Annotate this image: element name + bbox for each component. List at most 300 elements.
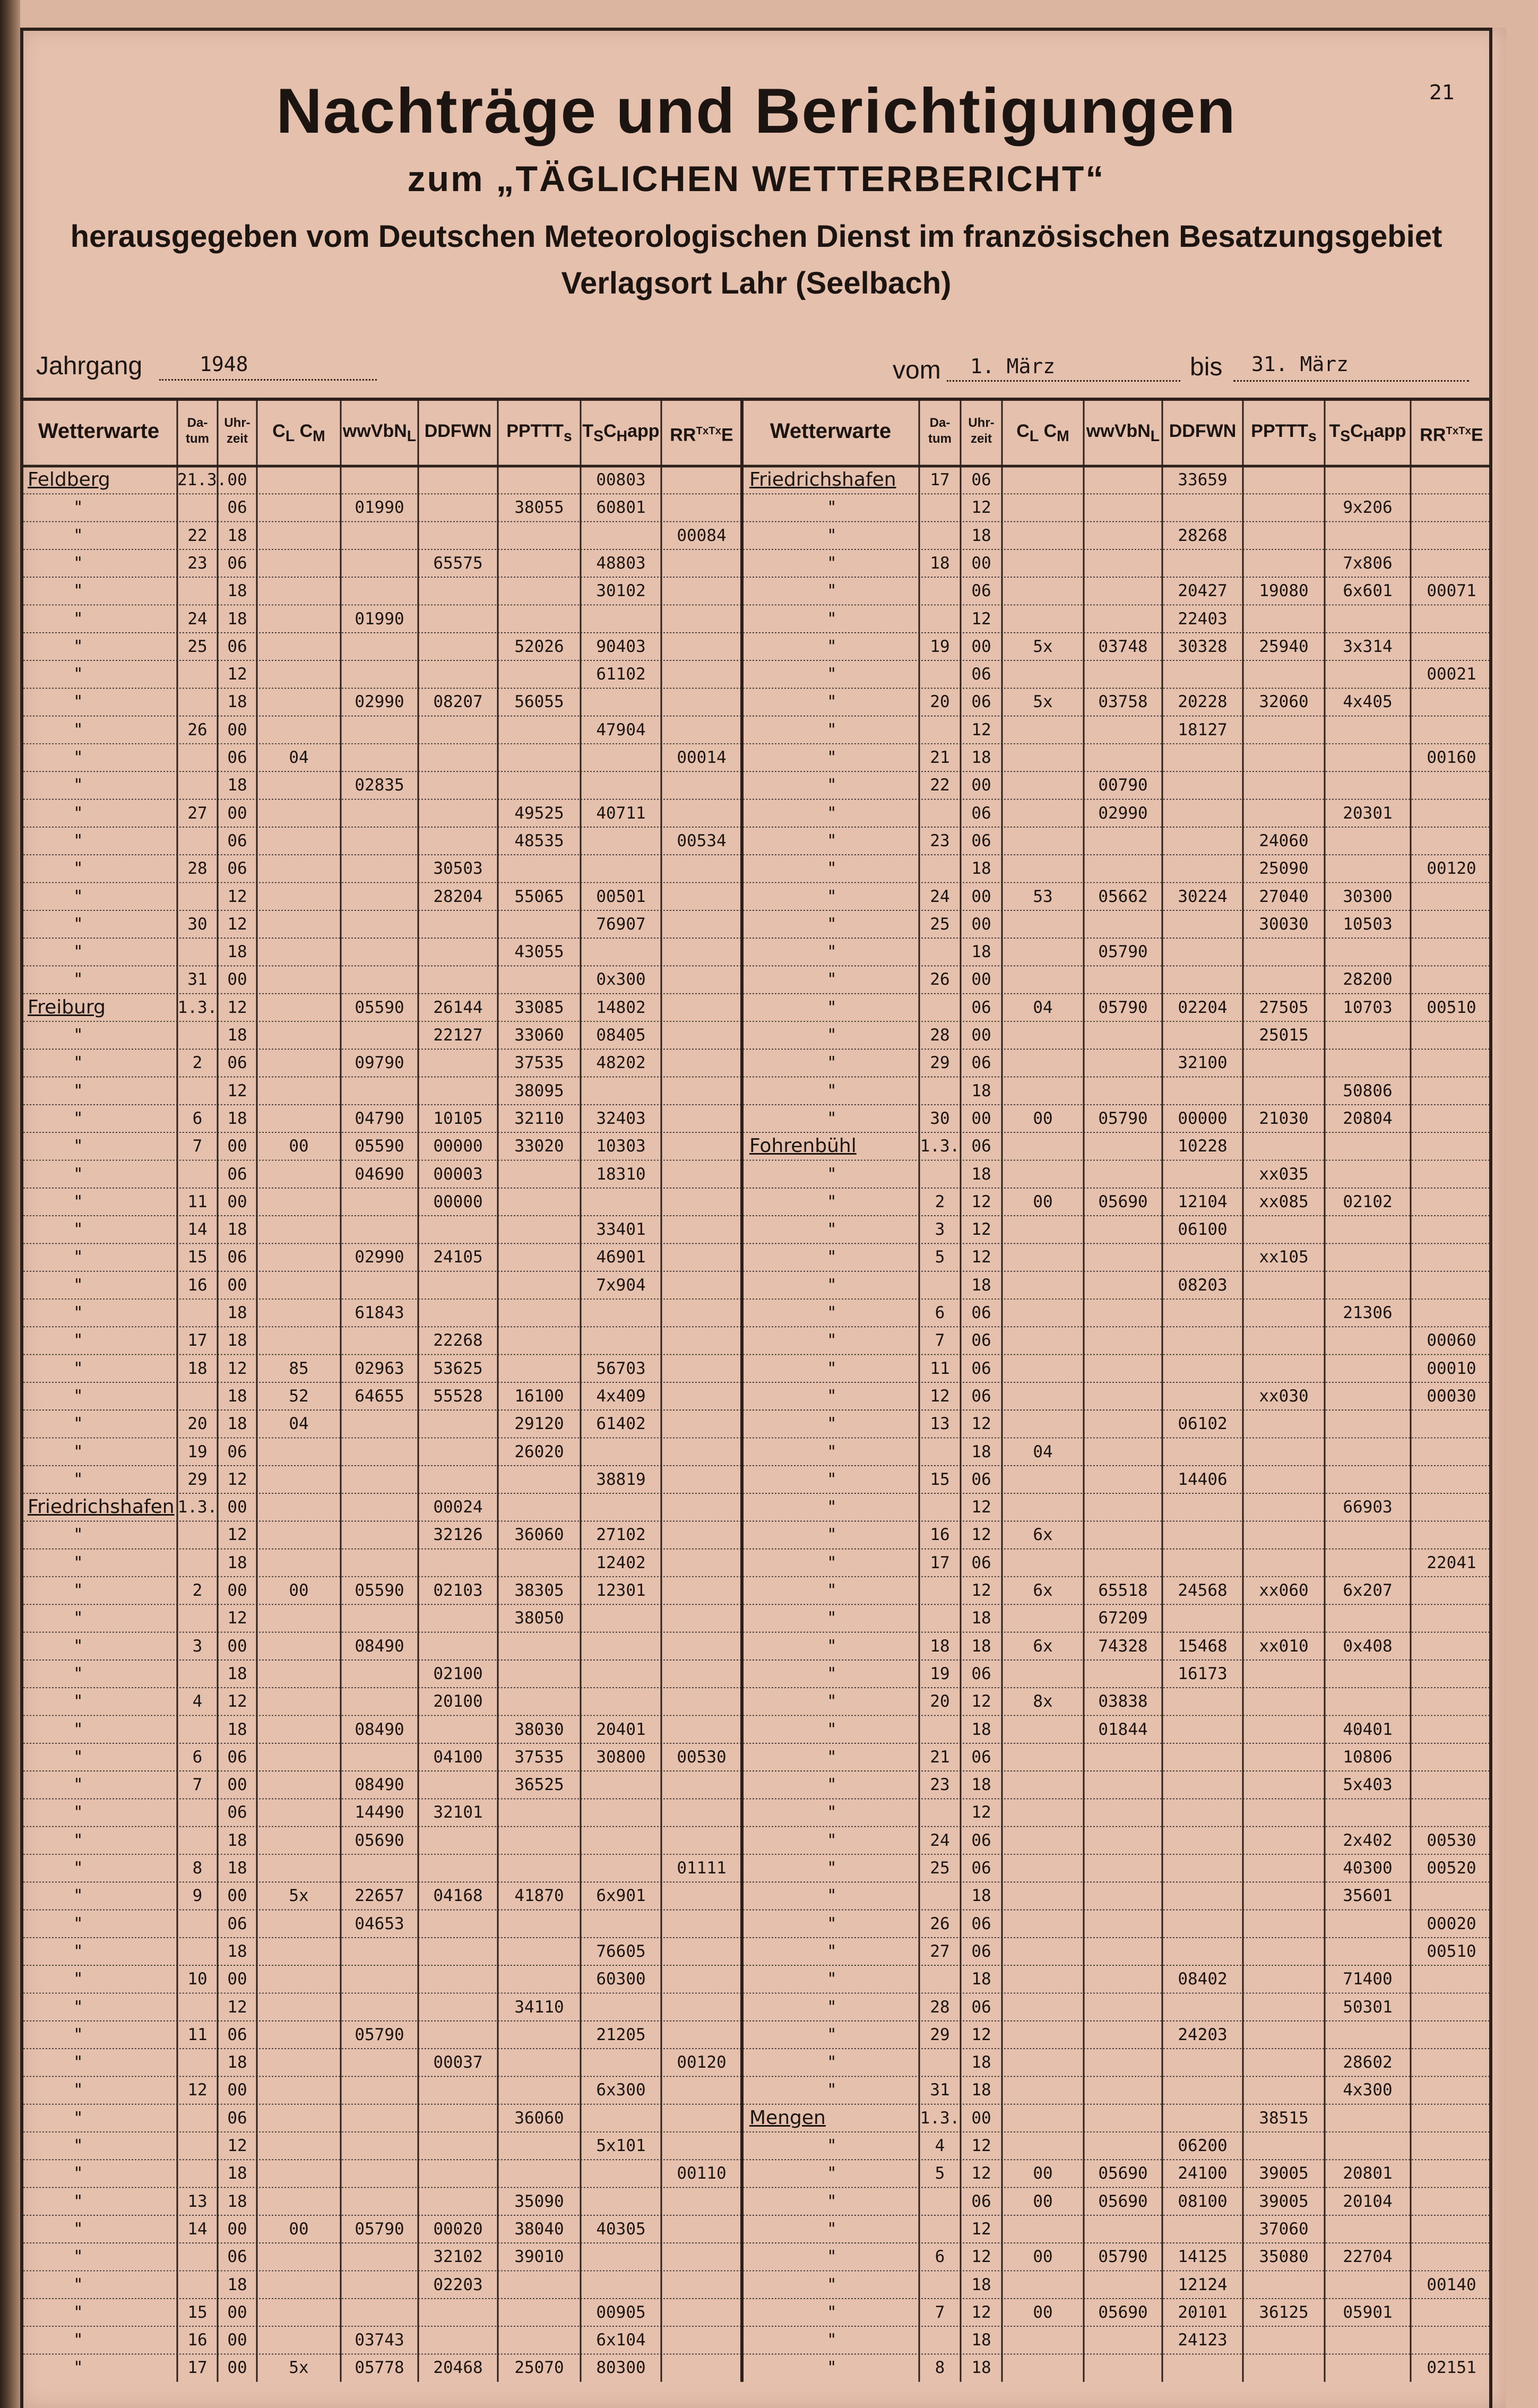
code-cell: 00510 [1427,1941,1476,1961]
code-cell: 10703 [1343,997,1393,1017]
ditto-mark: " [827,1248,837,1267]
code-cell: 38305 [514,1581,564,1600]
code-cell: 00020 [1427,1914,1476,1933]
ditto-mark: " [73,2080,83,2100]
code-cell: 4x409 [596,1386,646,1406]
code-cell: 67209 [1098,1609,1148,1628]
time-cell: 12 [971,1525,991,1545]
ditto-mark: " [73,1581,83,1600]
code-cell: 7x806 [1343,553,1393,573]
code-cell: 30503 [433,859,483,879]
code-cell: 00000 [433,1192,483,1211]
date-cell: 14 [187,1220,208,1240]
code-cell: 61402 [596,1414,646,1434]
time-cell: 18 [971,748,991,767]
code-cell: 25940 [1259,637,1309,656]
time-cell: 18 [971,1164,991,1184]
ditto-mark: " [827,1469,837,1489]
code-cell: 00071 [1427,581,1476,601]
ditto-mark: " [827,2302,837,2322]
code-cell: 02963 [355,1358,404,1378]
date-cell: 16 [187,1275,208,1295]
time-cell: 18 [227,1941,247,1961]
code-cell: 02103 [433,1581,483,1600]
time-cell: 06 [227,2025,247,2044]
time-cell: 12 [227,1997,247,2017]
code-cell: 05790 [355,2025,404,2044]
time-cell: 06 [971,665,991,684]
time-cell: 18 [971,1719,991,1739]
code-cell: 08490 [355,1775,404,1795]
jahrgang-value: 1948 [200,352,248,376]
date-cell: 25 [930,914,950,934]
code-cell: 10105 [433,1108,483,1128]
ditto-mark: " [73,1053,83,1073]
ditto-mark: " [827,1941,837,1961]
code-cell: 33401 [596,1220,646,1240]
code-cell: 10303 [596,1137,646,1156]
code-cell: 00520 [1427,1859,1476,1878]
col-ppttts-header: $PPTTT_s$ [506,421,572,445]
ditto-mark: " [827,2219,837,2239]
code-cell: 6x104 [596,2330,646,2350]
date-cell: 12 [187,2080,208,2100]
code-cell: 22403 [1178,609,1228,629]
code-cell: 05901 [1343,2302,1393,2322]
date-cell: 1.3. [920,2108,960,2128]
code-cell: 05662 [1098,887,1148,906]
time-cell: 18 [227,1859,247,1878]
ditto-mark: " [73,2164,83,2183]
time-cell: 06 [971,1303,991,1322]
time-cell: 06 [971,1747,991,1767]
col-wwvbnl-header: wwVbN$_L$ [1086,421,1160,445]
time-cell: 00 [227,2330,247,2350]
time-cell: 00 [971,1108,991,1128]
code-cell: 00 [289,1137,309,1156]
station-name: Freiburg [28,996,106,1018]
time-cell: 06 [227,637,247,656]
code-cell: 10503 [1343,914,1393,934]
ditto-mark: " [827,609,837,629]
time-cell: 12 [971,2247,991,2267]
ditto-mark: " [827,803,837,823]
code-cell: 71400 [1343,1970,1393,1989]
ditto-mark: " [73,720,83,739]
code-cell: 0x300 [596,970,646,990]
code-cell: 53 [1033,887,1053,906]
time-cell: 06 [227,498,247,518]
date-cell: 24 [930,887,950,906]
code-cell: 04168 [433,1886,483,1906]
code-cell: 01111 [677,1859,727,1878]
time-cell: 00 [971,1026,991,1045]
code-cell: 5x [289,2358,309,2378]
ditto-mark: " [827,2191,837,2211]
ditto-mark: " [827,1775,837,1795]
code-cell: 37535 [514,1747,564,1767]
code-cell: 00000 [433,1137,483,1156]
ditto-mark: " [73,1719,83,1739]
code-cell: 60801 [596,498,646,518]
code-cell: 09790 [355,1053,404,1073]
code-cell: 40401 [1343,1719,1393,1739]
time-cell: 00 [971,776,991,795]
col-wwvbnl-header: wwVbN$_L$ [342,421,417,445]
time-cell: 18 [227,526,247,545]
time-cell: 12 [227,665,247,684]
time-cell: 18 [227,776,247,795]
ditto-mark: " [73,609,83,629]
code-cell: 50301 [1343,1997,1393,2017]
code-cell: 20100 [433,1692,483,1712]
time-cell: 00 [971,887,991,906]
code-cell: 02990 [355,1248,404,1267]
date-cell: 8 [192,1859,203,1878]
station-name: Fohrenbühl [749,1135,857,1157]
col-datum-header: Da- tum [928,416,952,446]
ditto-mark: " [827,1331,837,1351]
code-cell: 38050 [514,1609,564,1628]
code-cell: 05590 [355,997,404,1017]
ditto-mark: " [73,2108,83,2128]
ditto-mark: " [827,1997,837,2017]
time-cell: 18 [227,1303,247,1322]
time-cell: 18 [971,1886,991,1906]
ditto-mark: " [827,1026,837,1045]
date-cell: 28 [930,1026,950,1045]
code-cell: 00530 [677,1747,727,1767]
ditto-mark: " [827,1692,837,1712]
time-cell: 18 [227,942,247,962]
code-cell: 00 [1033,2247,1053,2267]
ditto-mark: " [73,748,83,767]
ditto-mark: " [73,776,83,795]
time-cell: 00 [971,970,991,990]
code-cell: 06102 [1178,1414,1228,1434]
date-cell: 29 [930,2025,950,2044]
code-cell: 7x904 [596,1275,646,1295]
code-cell: 04653 [355,1914,404,1933]
code-cell: 00010 [1427,1358,1476,1378]
code-cell: 85 [289,1358,309,1378]
code-cell: 2x402 [1343,1830,1393,1850]
ditto-mark: " [827,1553,837,1572]
ditto-mark: " [827,970,837,990]
time-cell: 12 [227,1469,247,1489]
date-cell: 5 [935,2164,945,2183]
ditto-mark: " [827,997,837,1017]
date-cell: 3 [935,1220,945,1240]
code-cell: 43055 [514,942,564,962]
code-cell: 19080 [1259,581,1309,601]
code-cell: 20301 [1343,803,1393,823]
date-cell: 11 [187,2025,208,2044]
time-cell: 06 [971,1553,991,1572]
time-cell: 18 [227,2275,247,2294]
ditto-mark: " [827,1970,837,1989]
ditto-mark: " [827,1303,837,1322]
date-cell: 17 [930,1553,950,1572]
code-cell: xx030 [1259,1386,1309,1406]
ditto-mark: " [827,1886,837,1906]
code-cell: 22127 [433,1026,483,1045]
code-cell: 8x [1033,1692,1053,1712]
time-cell: 12 [971,1414,991,1434]
ditto-mark: " [827,1442,837,1461]
col-rr-header: $RR^{TxTx}E$ [670,425,733,445]
publication-place: Verlagsort Lahr (Seelbach) [561,266,952,300]
time-cell: 06 [971,692,991,712]
code-cell: 05790 [1098,997,1148,1017]
date-cell: 10 [187,1970,208,1989]
date-cell: 20 [187,1414,208,1434]
code-cell: 08100 [1178,2191,1228,2211]
time-cell: 12 [227,997,247,1017]
code-cell: 14406 [1178,1469,1228,1489]
bis-label: bis [1190,353,1223,381]
date-cell: 18 [930,1636,950,1656]
code-cell: 37060 [1259,2219,1309,2239]
ditto-mark: " [827,665,837,684]
date-cell: 15 [930,1469,950,1489]
time-cell: 18 [971,1442,991,1461]
time-cell: 06 [227,2247,247,2267]
ditto-mark: " [827,859,837,879]
date-cell: 18 [930,553,950,573]
code-cell: 90403 [596,637,646,656]
ditto-mark: " [73,2302,83,2322]
time-cell: 00 [227,1498,247,1517]
date-cell: 9 [192,1886,203,1906]
code-cell: 04 [289,1414,309,1434]
col-datum-header: Da- tum [186,416,209,446]
ditto-mark: " [73,2025,83,2044]
code-cell: 30102 [596,581,646,601]
code-cell: 05690 [1098,2164,1148,2183]
time-cell: 18 [227,692,247,712]
ditto-mark: " [827,1108,837,1128]
ditto-mark: " [827,1358,837,1378]
code-cell: 38095 [514,1081,564,1100]
code-cell: 4x300 [1343,2080,1393,2100]
ditto-mark: " [827,1275,837,1295]
code-cell: 22041 [1427,1553,1476,1572]
code-cell: 61102 [596,665,646,684]
ditto-mark: " [73,2136,83,2155]
time-cell: 00 [227,2302,247,2322]
time-cell: 00 [227,2358,247,2378]
ditto-mark: " [827,553,837,573]
code-cell: 52026 [514,637,564,656]
code-cell: 24105 [433,1248,483,1267]
ditto-mark: " [827,1719,837,1739]
code-cell: 04 [289,748,309,767]
ditto-mark: " [73,1803,83,1822]
ditto-mark: " [73,1664,83,1683]
book-spine [0,0,20,2408]
time-cell: 18 [227,1386,247,1406]
ditto-mark: " [73,1137,83,1156]
code-cell: 20228 [1178,692,1228,712]
time-cell: 06 [971,803,991,823]
time-cell: 06 [227,859,247,879]
ditto-mark: " [827,692,837,712]
code-cell: 32060 [1259,692,1309,712]
ditto-mark: " [73,526,83,545]
time-cell: 06 [971,1914,991,1933]
code-cell: 32126 [433,1525,483,1545]
code-cell: 28602 [1343,2053,1393,2072]
code-cell: 47904 [596,720,646,739]
code-cell: 04790 [355,1108,404,1128]
time-cell: 06 [971,1358,991,1378]
code-cell: 01990 [355,609,404,629]
time-cell: 18 [971,2358,991,2378]
ditto-mark: " [827,1164,837,1184]
ditto-mark: " [73,803,83,823]
code-cell: 24568 [1178,1581,1228,1600]
time-cell: 06 [971,1941,991,1961]
time-cell: 18 [971,526,991,545]
date-cell: 17 [187,1331,208,1351]
ditto-mark: " [73,1081,83,1100]
time-cell: 06 [971,831,991,850]
time-cell: 12 [971,1192,991,1211]
date-cell: 13 [930,1414,950,1434]
time-cell: 18 [227,2164,247,2183]
ditto-mark: " [73,2191,83,2211]
time-cell: 00 [227,720,247,739]
code-cell: 00 [289,1581,309,1600]
time-cell: 06 [971,581,991,601]
ditto-mark: " [827,1220,837,1240]
date-cell: 30 [930,1108,950,1128]
publisher-line: herausgegeben vom Deutschen Meteorologischen Dienst im französischen Besatzungsgebiet [70,219,1442,254]
time-cell: 18 [971,2080,991,2100]
date-cell: 19 [930,637,950,656]
time-cell: 12 [227,1358,247,1378]
time-cell: 00 [227,2080,247,2100]
code-cell: 6x300 [596,2080,646,2100]
date-cell: 22 [187,526,208,545]
time-cell: 18 [971,1081,991,1100]
ditto-mark: " [827,887,837,906]
time-cell: 18 [227,2053,247,2072]
code-cell: 05690 [1098,1192,1148,1211]
time-cell: 18 [971,1970,991,1989]
code-cell: 20101 [1178,2302,1228,2322]
code-cell: 14802 [596,997,646,1017]
code-cell: 00000 [1178,1108,1228,1128]
ditto-mark: " [73,1026,83,1045]
code-cell: 25015 [1259,1026,1309,1045]
date-cell: 25 [930,1859,950,1878]
ditto-mark: " [827,1581,837,1600]
ditto-mark: " [73,1275,83,1295]
time-cell: 18 [227,609,247,629]
date-cell: 28 [930,1997,950,2017]
date-cell: 22 [930,776,950,795]
ditto-mark: " [827,1914,837,1933]
col-station-header: Wetterwarte [38,419,160,443]
code-cell: 22268 [433,1331,483,1351]
code-cell: 20468 [433,2358,483,2378]
code-cell: 00120 [1427,859,1476,879]
code-cell: 64655 [355,1386,404,1406]
date-cell: 3 [192,1636,203,1656]
page-subtitle: zum „TÄGLICHEN WETTERBERICHT“ [407,159,1105,199]
col-ddfwn-header: DDFWN [424,421,492,441]
code-cell: xx060 [1259,1581,1309,1600]
code-cell: 00 [289,2219,309,2239]
code-cell: 08207 [433,692,483,712]
col-tschapp-header: $T_SC_Happ$ [582,421,660,445]
code-cell: 02100 [433,1664,483,1683]
col-clcm-header: $C_L$ $C_M$ [1016,421,1069,445]
jahrgang-label: Jahrgang [36,352,143,380]
time-cell: 12 [971,720,991,739]
date-cell: 6 [192,1108,203,1128]
code-cell: 5x403 [1343,1775,1393,1795]
time-cell: 12 [227,1609,247,1628]
ditto-mark: " [827,942,837,962]
date-cell: 7 [192,1137,203,1156]
date-cell: 15 [187,1248,208,1267]
time-cell: 12 [971,1220,991,1240]
code-cell: 00037 [433,2053,483,2072]
code-cell: 14125 [1178,2247,1228,2267]
code-cell: 6x [1033,1581,1053,1600]
ditto-mark: " [73,1692,83,1712]
code-cell: 38819 [596,1469,646,1489]
time-cell: 00 [971,914,991,934]
time-cell: 18 [971,1636,991,1656]
time-cell: 06 [971,470,991,489]
ditto-mark: " [827,1053,837,1073]
time-cell: 06 [227,1164,247,1184]
code-cell: 41870 [514,1886,564,1906]
date-cell: 26 [187,720,208,739]
ditto-mark: " [827,2330,837,2350]
time-cell: 00 [227,1581,247,1600]
ditto-mark: " [73,1220,83,1240]
ditto-mark: " [73,1386,83,1406]
ditto-mark: " [827,1859,837,1878]
code-cell: 38040 [514,2219,564,2239]
ditto-mark: " [73,1303,83,1322]
code-cell: 00905 [596,2302,646,2322]
code-cell: 02990 [1098,803,1148,823]
date-cell: 14 [187,2219,208,2239]
date-cell: 31 [930,2080,950,2100]
code-cell: 05690 [1098,2302,1148,2322]
code-cell: 02204 [1178,997,1228,1017]
time-cell: 06 [227,1248,247,1267]
code-cell: 06100 [1178,1220,1228,1240]
ditto-mark: " [73,1248,83,1267]
ditto-mark: " [73,498,83,518]
station-name: Feldberg [28,469,110,491]
code-cell: 05590 [355,1581,404,1600]
ditto-mark: " [73,1553,83,1572]
code-cell: 38055 [514,498,564,518]
date-cell: 26 [930,1914,950,1933]
time-cell: 18 [227,1220,247,1240]
time-cell: 06 [227,1803,247,1822]
page-title: Nachträge und Berichtigungen [276,75,1237,147]
code-cell: 20801 [1343,2164,1393,2183]
